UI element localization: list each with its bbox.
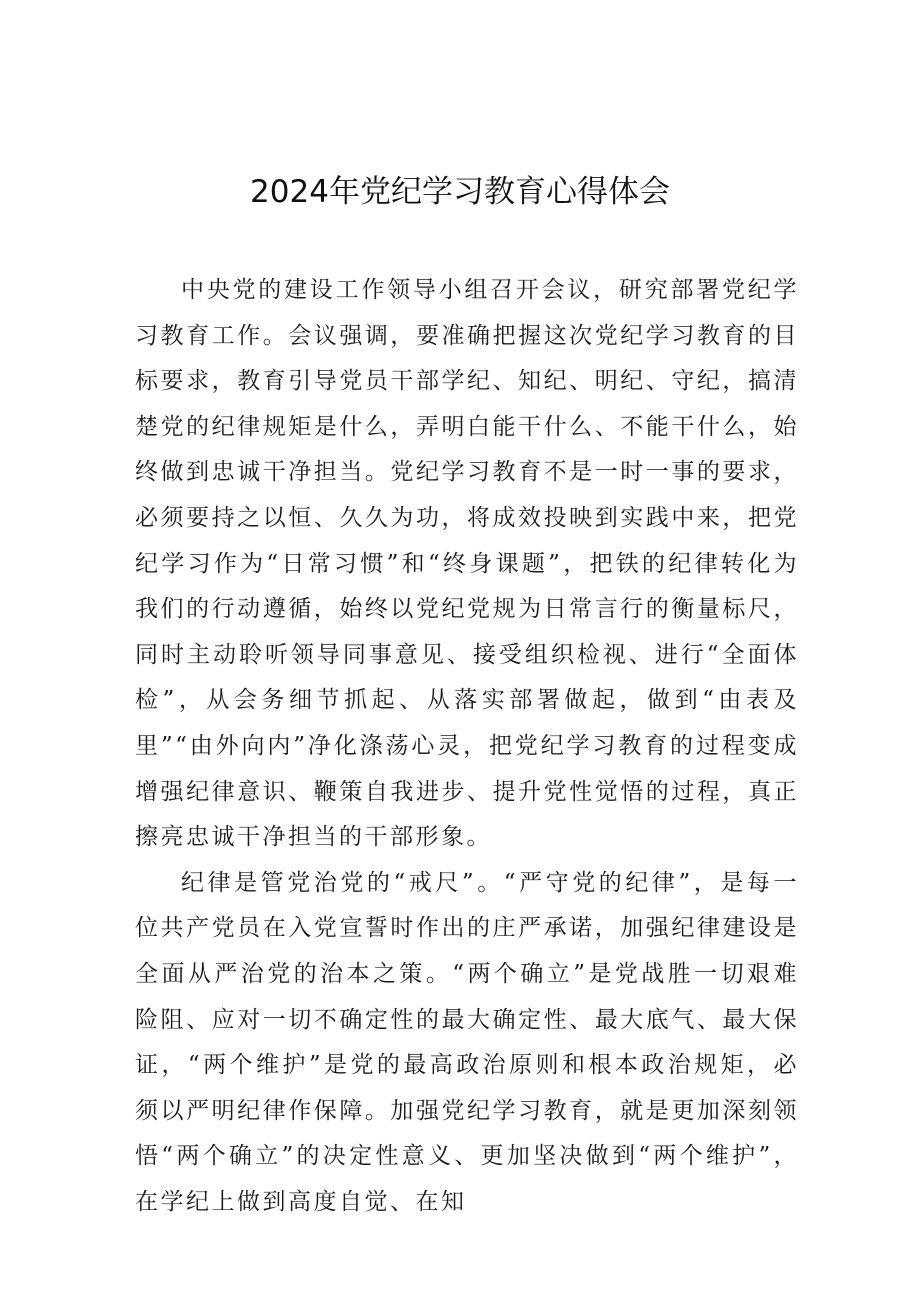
paragraph-2: 纪律是管党治党的“戒尺”。“严守党的纪律”，是每一位共产党员在入党宣誓时作出的庄严承诺，加强纪律建设是全面从严治党的治本之策。“两个确立”是党战胜一切艰难险阻、应对一切不确定性的最大确定性、最大底气、最大保证，“两个维护”是党的最高政治原则和根本政治规矩，必须以严明纪律作保障。加强党纪学习教育，就是更加深刻领悟“两个确立”的决定性意义、更加坚决做到“两个维护”，在学纪上做到高度自觉、在知 bbox=[135, 869, 799, 1215]
paragraph-1: 中央党的建设工作领导小组召开会议，研究部署党纪学习教育工作。会议强调，要准确把握这次党纪学习教育的目标要求，教育引导党员干部学纪、知纪、明纪、守纪，搞清楚党的纪律规矩是什么，弄明白能干什么、不能干什么，始终做到忠诚干净担当。党纪学习教育不是一时一事的要求，必须要持之以恒、久久为功，将成效投映到实践中来，把党纪学习作为“日常习惯”和“终身课题”，把铁的纪律转化为我们的行动遵循，始终以党纪党规为日常言行的衡量标尺，同时主动聆听领导同事意见、接受组织检视、进行“全面体检”，从会务细节抓起、从落实部署做起，做到“由表及里”“由外向内”净化涤荡心灵，把党纪学习教育的过程变成增强纪律意识、鞭策自我进步、提升党性觉悟的过程，真正擦亮忠诚干净担当的干部形象。 bbox=[135, 277, 799, 851]
document-title: 2024年党纪学习教育心得体会 bbox=[250, 174, 670, 210]
document-body bbox=[135, 268, 799, 1225]
